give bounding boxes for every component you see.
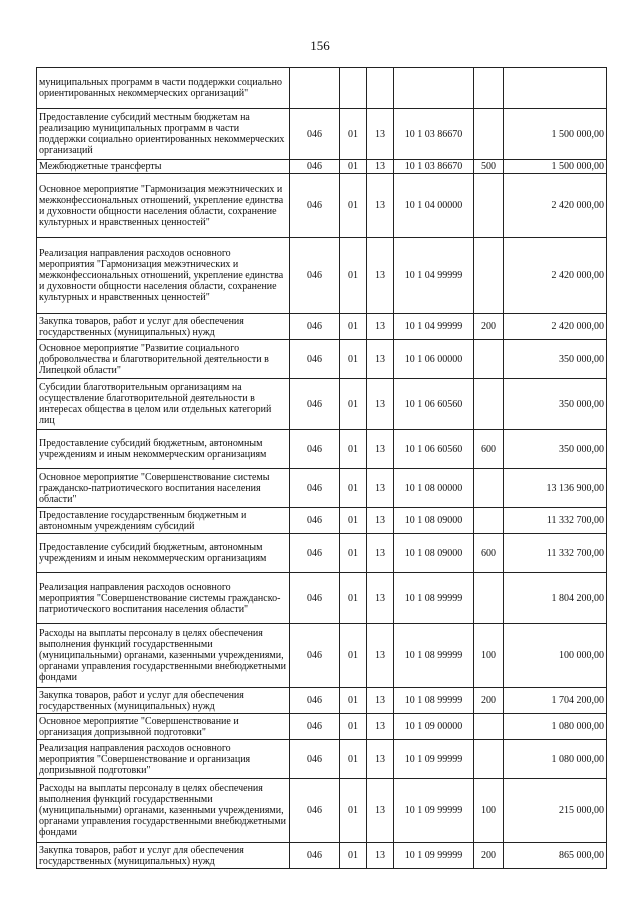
subsection-code-cell: 13 — [367, 238, 394, 314]
subsection-code-cell: 13 — [367, 469, 394, 508]
expense-name-cell: Реализация направления расходов основного мероприятия "Совершенствование системы гражданско-патриотического воспитания населения области" — [37, 573, 290, 624]
amount-cell: 1 804 200,00 — [504, 573, 607, 624]
target-article-cell: 10 1 09 99999 — [394, 779, 474, 843]
expense-name-cell: муниципальных программ в части поддержки социально ориентированных некоммерческих организаций" — [37, 68, 290, 109]
ministry-code-cell: 046 — [290, 109, 340, 160]
section-code-cell: 01 — [340, 314, 367, 340]
expense-name-cell: Реализация направления расходов основного мероприятия "Совершенствование и организация допризывной подготовки" — [37, 740, 290, 779]
table-row — [37, 109, 607, 160]
expense-kind-cell — [474, 714, 504, 740]
amount-cell: 1 500 000,00 — [504, 109, 607, 160]
subsection-code-cell: 13 — [367, 174, 394, 238]
table-row — [37, 688, 607, 714]
expense-name-cell: Субсидии благотворительным организациям на осуществление благотворительной деятельности в интересах общества в целом или отдельных категорий лиц — [37, 379, 290, 430]
section-code-cell: 01 — [340, 469, 367, 508]
table-row — [37, 714, 607, 740]
section-code-cell: 01 — [340, 430, 367, 469]
section-code-cell: 01 — [340, 688, 367, 714]
amount-cell: 13 136 900,00 — [504, 469, 607, 508]
section-code-cell: 01 — [340, 109, 367, 160]
table-row — [37, 314, 607, 340]
amount-cell: 350 000,00 — [504, 340, 607, 379]
expense-kind-cell: 100 — [474, 624, 504, 688]
amount-cell: 2 420 000,00 — [504, 314, 607, 340]
target-article-cell: 10 1 08 99999 — [394, 688, 474, 714]
amount-cell: 100 000,00 — [504, 624, 607, 688]
subsection-code-cell: 13 — [367, 714, 394, 740]
ministry-code-cell: 046 — [290, 174, 340, 238]
subsection-code-cell: 13 — [367, 314, 394, 340]
target-article-cell: 10 1 08 99999 — [394, 624, 474, 688]
expense-name-cell: Предоставление субсидий местным бюджетам на реализацию муниципальных программ в части поддержки социально ориентированных некоммерческих организаций — [37, 109, 290, 160]
expense-kind-cell — [474, 469, 504, 508]
expense-name-cell: Реализация направления расходов основного мероприятия "Гармонизация межэтнических и межконфессиональных отношений, укрепление единства и духовности общности населения области, сохранение культурных и нравственных ценностей" — [37, 238, 290, 314]
ministry-code-cell: 046 — [290, 624, 340, 688]
target-article-cell: 10 1 04 99999 — [394, 314, 474, 340]
section-code-cell: 01 — [340, 174, 367, 238]
ministry-code-cell: 046 — [290, 340, 340, 379]
amount-cell — [504, 68, 607, 109]
budget-table-body — [37, 68, 607, 869]
expense-name-cell: Основное мероприятие "Гармонизация межэтнических и межконфессиональных отношений, укрепление единства и духовности общности населения области, сохранение культурных и нравственных ценностей" — [37, 174, 290, 238]
section-code-cell — [340, 68, 367, 109]
table-row — [37, 68, 607, 109]
table-row — [37, 779, 607, 843]
ministry-code-cell: 046 — [290, 534, 340, 573]
table-row — [37, 469, 607, 508]
expense-name-cell: Расходы на выплаты персоналу в целях обеспечения выполнения функций государственными (муниципальными) органами, казенными учреждениями, органами управления государственными внебюджетными фондами — [37, 624, 290, 688]
amount-cell: 11 332 700,00 — [504, 508, 607, 534]
subsection-code-cell — [367, 68, 394, 109]
target-article-cell: 10 1 09 00000 — [394, 714, 474, 740]
target-article-cell: 10 1 08 09000 — [394, 534, 474, 573]
subsection-code-cell: 13 — [367, 160, 394, 174]
table-row — [37, 740, 607, 779]
target-article-cell: 10 1 03 86670 — [394, 160, 474, 174]
ministry-code-cell: 046 — [290, 469, 340, 508]
expense-kind-cell: 100 — [474, 779, 504, 843]
expense-name-cell: Основное мероприятие "Развитие социального добровольчества и благотворительной деятельности в Липецкой области" — [37, 340, 290, 379]
page-number: 156 — [310, 38, 330, 53]
table-row — [37, 624, 607, 688]
expense-name-cell: Закупка товаров, работ и услуг для обеспечения государственных (муниципальных) нужд — [37, 314, 290, 340]
ministry-code-cell: 046 — [290, 714, 340, 740]
expense-kind-cell — [474, 740, 504, 779]
expense-name-cell: Предоставление субсидий бюджетным, автономным учреждениям и иным некоммерческим организациям — [37, 534, 290, 573]
subsection-code-cell: 13 — [367, 688, 394, 714]
expense-kind-cell — [474, 238, 504, 314]
amount-cell: 350 000,00 — [504, 379, 607, 430]
subsection-code-cell: 13 — [367, 379, 394, 430]
subsection-code-cell: 13 — [367, 573, 394, 624]
table-row — [37, 508, 607, 534]
target-article-cell: 10 1 08 99999 — [394, 573, 474, 624]
table-row — [37, 238, 607, 314]
amount-cell: 215 000,00 — [504, 779, 607, 843]
section-code-cell: 01 — [340, 740, 367, 779]
target-article-cell: 10 1 04 99999 — [394, 238, 474, 314]
section-code-cell: 01 — [340, 624, 367, 688]
table-row — [37, 340, 607, 379]
section-code-cell: 01 — [340, 160, 367, 174]
section-code-cell: 01 — [340, 508, 367, 534]
section-code-cell: 01 — [340, 843, 367, 869]
target-article-cell: 10 1 09 99999 — [394, 740, 474, 779]
expense-name-cell: Расходы на выплаты персоналу в целях обеспечения выполнения функций государственными (муниципальными) органами, казенными учреждениями, органами управления государственными внебюджетными фондами — [37, 779, 290, 843]
subsection-code-cell: 13 — [367, 340, 394, 379]
subsection-code-cell: 13 — [367, 109, 394, 160]
expense-kind-cell: 200 — [474, 843, 504, 869]
table-row — [37, 174, 607, 238]
amount-cell: 1 704 200,00 — [504, 688, 607, 714]
section-code-cell: 01 — [340, 340, 367, 379]
ministry-code-cell: 046 — [290, 688, 340, 714]
amount-cell: 2 420 000,00 — [504, 174, 607, 238]
subsection-code-cell: 13 — [367, 779, 394, 843]
target-article-cell — [394, 68, 474, 109]
expense-kind-cell — [474, 508, 504, 534]
ministry-code-cell: 046 — [290, 430, 340, 469]
subsection-code-cell: 13 — [367, 508, 394, 534]
section-code-cell: 01 — [340, 714, 367, 740]
subsection-code-cell: 13 — [367, 624, 394, 688]
expense-kind-cell: 500 — [474, 160, 504, 174]
ministry-code-cell: 046 — [290, 508, 340, 534]
amount-cell: 350 000,00 — [504, 430, 607, 469]
expense-kind-cell — [474, 68, 504, 109]
expense-kind-cell — [474, 340, 504, 379]
expense-kind-cell — [474, 109, 504, 160]
expense-name-cell: Предоставление государственным бюджетным и автономным учреждениям субсидий — [37, 508, 290, 534]
expense-kind-cell: 600 — [474, 430, 504, 469]
target-article-cell: 10 1 06 60560 — [394, 430, 474, 469]
expense-name-cell: Закупка товаров, работ и услуг для обеспечения государственных (муниципальных) нужд — [37, 843, 290, 869]
section-code-cell: 01 — [340, 573, 367, 624]
target-article-cell: 10 1 08 09000 — [394, 508, 474, 534]
expense-name-cell: Предоставление субсидий бюджетным, автономным учреждениям и иным некоммерческим организациям — [37, 430, 290, 469]
amount-cell: 865 000,00 — [504, 843, 607, 869]
target-article-cell: 10 1 08 00000 — [394, 469, 474, 508]
expense-kind-cell — [474, 379, 504, 430]
ministry-code-cell: 046 — [290, 740, 340, 779]
subsection-code-cell: 13 — [367, 430, 394, 469]
ministry-code-cell: 046 — [290, 573, 340, 624]
subsection-code-cell: 13 — [367, 740, 394, 779]
subsection-code-cell: 13 — [367, 843, 394, 869]
expense-kind-cell: 200 — [474, 314, 504, 340]
target-article-cell: 10 1 09 99999 — [394, 843, 474, 869]
amount-cell: 11 332 700,00 — [504, 534, 607, 573]
amount-cell: 1 080 000,00 — [504, 714, 607, 740]
ministry-code-cell: 046 — [290, 314, 340, 340]
section-code-cell: 01 — [340, 238, 367, 314]
expense-kind-cell — [474, 573, 504, 624]
table-row — [37, 430, 607, 469]
section-code-cell: 01 — [340, 534, 367, 573]
expense-name-cell: Основное мероприятие "Совершенствование и организация допризывной подготовки" — [37, 714, 290, 740]
table-row — [37, 843, 607, 869]
amount-cell: 1 500 000,00 — [504, 160, 607, 174]
ministry-code-cell: 046 — [290, 160, 340, 174]
target-article-cell: 10 1 03 86670 — [394, 109, 474, 160]
table-row — [37, 573, 607, 624]
subsection-code-cell: 13 — [367, 534, 394, 573]
table-row — [37, 534, 607, 573]
target-article-cell: 10 1 06 00000 — [394, 340, 474, 379]
ministry-code-cell: 046 — [290, 779, 340, 843]
table-row — [37, 379, 607, 430]
amount-cell: 1 080 000,00 — [504, 740, 607, 779]
target-article-cell: 10 1 04 00000 — [394, 174, 474, 238]
expense-kind-cell — [474, 174, 504, 238]
amount-cell: 2 420 000,00 — [504, 238, 607, 314]
section-code-cell: 01 — [340, 779, 367, 843]
expense-name-cell: Основное мероприятие "Совершенствование системы гражданско-патриотического воспитания населения области" — [37, 469, 290, 508]
ministry-code-cell: 046 — [290, 238, 340, 314]
section-code-cell: 01 — [340, 379, 367, 430]
expense-kind-cell: 200 — [474, 688, 504, 714]
ministry-code-cell — [290, 68, 340, 109]
expense-kind-cell: 600 — [474, 534, 504, 573]
budget-table — [36, 67, 607, 869]
expense-name-cell: Межбюджетные трансферты — [37, 160, 290, 174]
target-article-cell: 10 1 06 60560 — [394, 379, 474, 430]
expense-name-cell: Закупка товаров, работ и услуг для обеспечения государственных (муниципальных) нужд — [37, 688, 290, 714]
table-row — [37, 160, 607, 174]
ministry-code-cell: 046 — [290, 379, 340, 430]
ministry-code-cell: 046 — [290, 843, 340, 869]
